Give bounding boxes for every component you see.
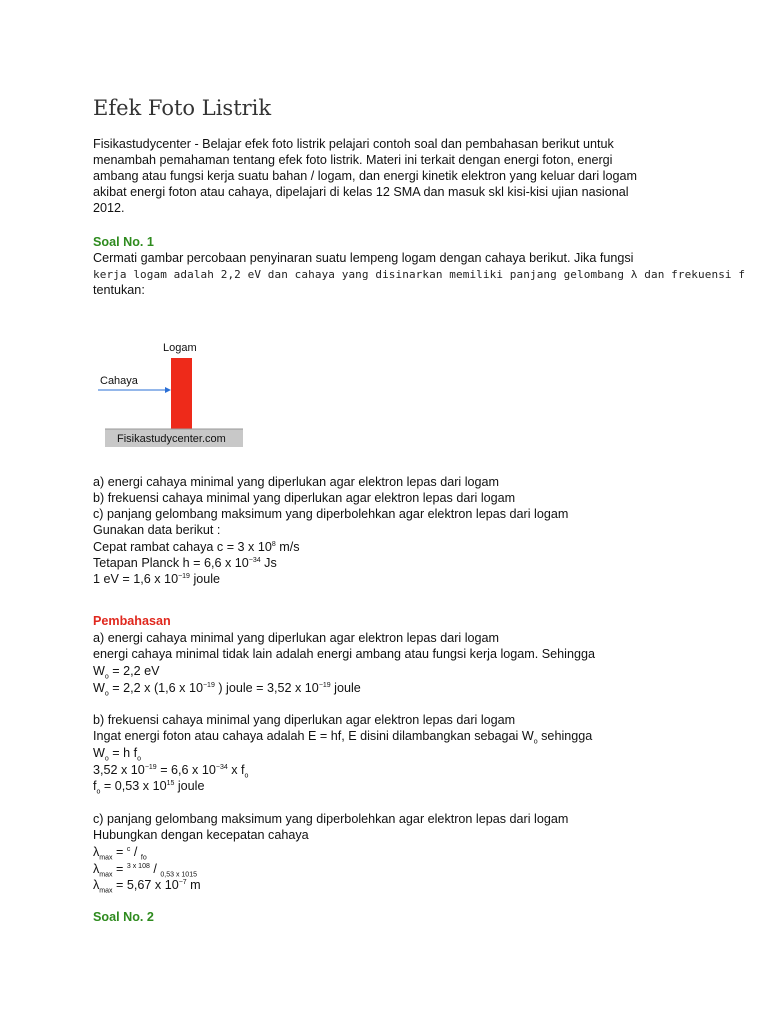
pembahasan-b-title: b) frekuensi cahaya minimal yang diperlukan agar elektron lepas dari logam: [93, 713, 516, 727]
figure-label-logam: Logam: [163, 342, 197, 354]
metal-plate: [171, 358, 192, 430]
question-c: c) panjang gelombang maksimum yang diperbolehkan agar elektron lepas dari logam: [93, 507, 569, 521]
pembahasan-c-text: Hubungkan dengan kecepatan cahaya: [93, 828, 309, 842]
data-intro: Gunakan data berikut :: [93, 523, 221, 537]
intro-line-3: ambang atau fungsi kerja suatu bahan / logam, dan energi kinetik elektron yang keluar dari logam: [93, 169, 637, 183]
pembahasan-heading: Pembahasan: [93, 614, 171, 628]
pembahasan-a-text: energi cahaya minimal tidak lain adalah energi ambang atau fungsi kerja logam. Sehingga: [93, 647, 595, 661]
intro-line-4: akibat energi foton atau cahaya, dipelajari di kelas 12 SMA dan masuk skl kisi-kisi ujian nasional: [93, 185, 629, 199]
pembahasan-c-eq1: $\lambda_{max} = ^c / _{fo}$: [93, 845, 147, 862]
pembahasan-b-eq1: $W_o = h$ $f_o$: [93, 746, 142, 763]
pembahasan-b-eq3: $f_o = 0,53$ x $10^{15}$ joule: [93, 779, 205, 796]
soal-1-line-1: Cermati gambar percobaan penyinaran suatu lempeng logam dengan cahaya berikut. Jika fungsi: [93, 251, 634, 265]
soal-1-line-2: kerja logam adalah 2,2 eV dan cahaya yang disinarkan memiliki panjang gelombang λ dan frekuensi f: [93, 268, 746, 281]
experiment-figure: [93, 336, 253, 454]
pembahasan-c-eq2: $\lambda_{max} = ^{3 x 108} / _{0,53 x 1015}$: [93, 862, 197, 879]
pembahasan-c-title: c) panjang gelombang maksimum yang diperbolehkan agar elektron lepas dari logam: [93, 812, 569, 826]
figure-label-site: Fisikastudycenter.com: [117, 433, 226, 445]
light-arrowhead-icon: [165, 387, 171, 393]
pembahasan-c-eq3: $\lambda_{max} = 5,67$ x $10^{-7}$ m: [93, 878, 201, 895]
question-b: b) frekuensi cahaya minimal yang diperlukan agar elektron lepas dari logam: [93, 491, 516, 505]
data-light-speed: Cepat rambat cahaya c = 3 x $10^8$ m/s: [93, 540, 300, 554]
pembahasan-a-eq1: $W_o = 2,2$ eV: [93, 664, 160, 681]
intro-line-5: 2012.: [93, 201, 125, 215]
soal-1-heading: Soal No. 1: [93, 235, 154, 249]
figure-label-cahaya: Cahaya: [100, 375, 138, 387]
page-title: Efek Foto Listrik: [93, 96, 272, 120]
data-planck: Tetapan Planck h = 6,6 x $10^{-34}$ Js: [93, 556, 277, 570]
question-a: a) energi cahaya minimal yang diperlukan agar elektron lepas dari logam: [93, 475, 500, 489]
pembahasan-a-eq2: $W_o = 2,2$ x (1,6 x $10^{-19}$ ) joule = 3,52 x $10^{-19}$ joule: [93, 681, 361, 698]
intro-line-2: menambah pemahaman tentang efek foto listrik. Materi ini terkait dengan energi foton, energi: [93, 153, 613, 167]
pembahasan-b-text: Ingat energi foton atau cahaya adalah E = hf, E disini dilambangkan sebagai $W_o$ sehingga: [93, 729, 593, 746]
soal-1-line-3: tentukan:: [93, 283, 145, 297]
data-ev: 1 eV = 1,6 x $10^{-19}$ joule: [93, 572, 221, 586]
intro-line-1: Fisikastudycenter - Belajar efek foto listrik pelajari contoh soal dan pembahasan berikut untuk: [93, 137, 614, 151]
soal-2-heading: Soal No. 2: [93, 910, 154, 924]
pembahasan-a-title: a) energi cahaya minimal yang diperlukan agar elektron lepas dari logam: [93, 631, 500, 645]
pembahasan-b-eq2: 3,52 x $10^{-19} = 6,6$ x $10^{-34}$ x $f_o$: [93, 763, 249, 780]
